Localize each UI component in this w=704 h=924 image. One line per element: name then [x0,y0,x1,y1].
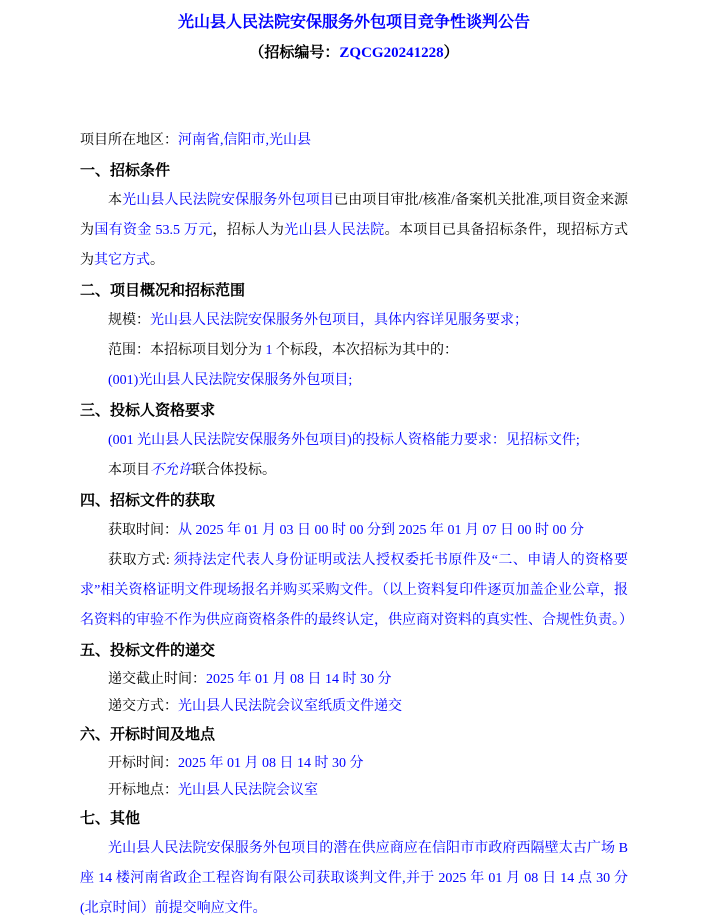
scale-value: 光山县人民法院安保服务外包项目，具体内容详见服务要求； [150,313,528,328]
location-label: 项目所在地区： [80,133,178,148]
section-heading-3: 三、投标人资格要求 [80,403,216,419]
section-heading-2: 二、项目概况和招标范围 [80,283,246,299]
text-run: 。本项目已具备招标条件，现招标方式为 [80,223,629,268]
section-heading-1: 一、招标条件 [80,163,171,179]
text-run: ，招标人为 [212,223,285,238]
submission-method-line [108,693,628,720]
opening-time-label: 开标时间： [108,756,178,771]
tender-number-line [80,38,628,68]
other-info-paragraph: 光山县人民法院安保服务外包项目的潜在供应商应在信阳市市政府西隔壁太古广场 B 座 14 楼河南省政企工程咨询有限公司获取谈判文件,并于 2025 年 01 月 08 日 14 点 30 分(北京时间）前提交响应文件。 [80,841,628,916]
acquisition-time-label: 获取时间： [108,523,178,538]
project-name: 光山县人民法院安保服务外包项目 [122,193,334,208]
project-location-line [80,126,628,156]
section-heading-7: 七、其他 [80,811,141,827]
acquisition-time-value: 从 2025 年 01 月 03 日 00 时 00 分到 2025 年 01 月 07 日 00 时 00 分 [178,523,584,538]
opening-time-value: 2025 年 01 月 08 日 14 时 30 分 [178,756,364,771]
acquisition-time-line [108,516,628,546]
acquisition-method-paragraph [80,546,633,636]
scale-label: 规模： [108,313,150,328]
tender-conditions-paragraph [80,186,628,276]
tender-number-suffix: ） [443,45,459,61]
text-run: 个标段，本次招标为其中的： [272,343,458,358]
funding-amount: 国有资金 53.5 万元 [94,223,213,238]
acquisition-method-value: 须持法定代表人身份证明或法人授权委托书原件及“二、申请人的资格要求”相关资格证明文件现场报名并购买采购文件。（以上资料复印件逐页加盖企业公章，报名资料的审验不作为供应商资格条件的最终认定，供应商对资料的真实性、合规性负责。） [80,553,633,628]
text-run: 。 [150,253,164,268]
text-run: 联合体投标。 [192,463,276,478]
page-title: 光山县人民法院安保服务外包项目竞争性谈判公告 [177,14,530,31]
spacer [80,96,628,126]
tender-number-prefix: （招标编号： [249,45,340,61]
opening-time-line [108,750,628,777]
submission-deadline-line [108,666,628,693]
text-run: 已由项目审批/核准/备案机关批准,项目资金来源为 [80,193,629,238]
lot-count: 1 [265,343,273,358]
section-heading-5: 五、投标文件的递交 [80,643,216,659]
scale-line [108,306,628,336]
location-value: 河南省,信阳市,光山县 [178,133,311,148]
text-run: 本项目 [108,463,150,478]
submission-method-label: 递交方式： [108,699,178,714]
text-run: 范围：本招标项目划分为 [108,343,266,358]
submission-deadline-value: 2025 年 01 月 08 日 14 时 30 分 [206,672,392,687]
text-run: 本 [108,193,123,208]
opening-place-value: 光山县人民法院会议室 [178,783,318,798]
opening-place-line [108,777,628,804]
qualification-requirement: (001 光山县人民法院安保服务外包项目)的投标人资格能力要求：见招标文件; [108,433,580,448]
tender-number: ZQCG20241228 [339,45,444,61]
submission-method-value: 光山县人民法院会议室纸质文件递交 [178,699,402,714]
scope-line [108,336,628,366]
not-allowed-text: 不允许 [150,463,192,478]
acquisition-method-label: 获取方式: [108,553,170,568]
tenderer-name: 光山县人民法院 [284,223,385,238]
section-heading-4: 四、招标文件的获取 [80,493,216,509]
opening-place-label: 开标地点： [108,783,178,798]
section-heading-6: 六、开标时间及地点 [80,727,216,743]
consortium-line [108,456,628,486]
lot-item: (001)光山县人民法院安保服务外包项目; [108,373,353,388]
submission-deadline-label: 递交截止时间： [108,672,206,687]
tender-method: 其它方式 [94,253,150,268]
